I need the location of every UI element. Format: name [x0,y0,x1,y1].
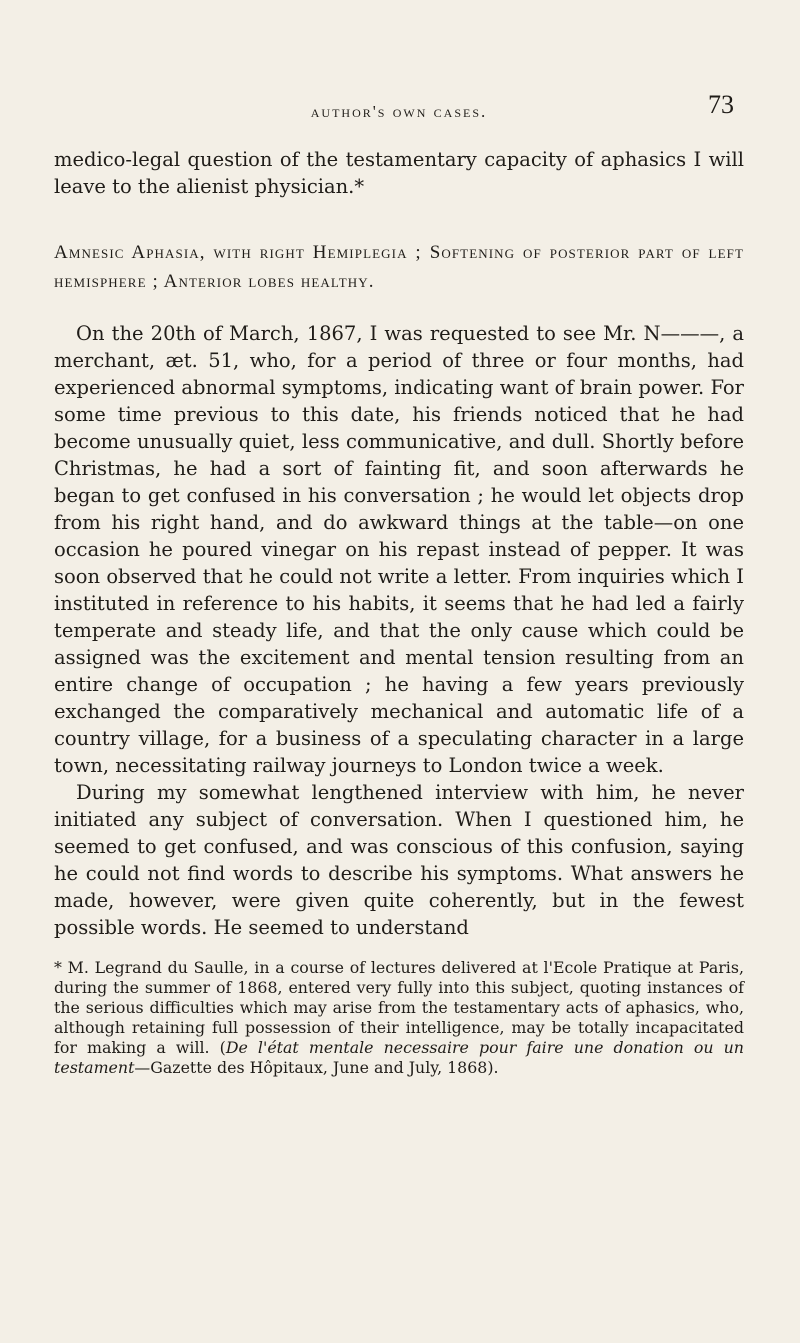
footnote [54,958,744,1078]
footnote-tail: —Gazette des Hôpitaux, June and July, 1868). [134,1058,499,1077]
footnote-text: * M. Legrand du Saulle, in a course of lectures delivered at l'Ecole Pratique at Paris, during the summer of 1868, entered very fully into this subject, quoting instances of the serious difficulties which may arise from the testamentary acts of aphasics, who, although retaining full possession of their intelligence, may be totally incapacitated for making a will. ( [54,958,744,1057]
case-paragraph-1: On the 20th of March, 1867, I was requested to see Mr. N———, a merchant, æt. 51, who, for a period of three or four months, had experienced abnormal symptoms, indicating want of brain power. For some time previous to this date, his friends noticed that he had become unusually quiet, less communicative, and dull. Shortly before Christmas, he had a sort of fainting fit, and soon afterwards he began to get confused in his conversation ; he would let objects drop from his right hand, and do awkward things at the table—on one occasion he poured vinegar on his repast instead of pepper. It was soon observed that he could not write a letter. From inquiries which I instituted in reference to his habits, it seems that he had led a fairly temperate and steady life, and that the only cause which could be assigned was the excitement and mental tension resulting from an entire change of occupation ; he having a few years previously exchanged the comparatively mechanical and automatic life of a country village, for a business of a speculating character in a large town, necessitating railway journeys to London twice a week. [54,322,744,777]
running-title: author's own cases. [310,102,488,121]
page-number: 73 [708,90,734,119]
running-head [54,86,744,126]
intro-paragraph: medico-legal question of the testamentary capacity of aphasics I will leave to the alienist physician.* [54,148,744,198]
footnote-italic-title: De l'état mentale necessaire pour faire une donation ou un testament [54,1038,744,1077]
case-paragraph-2: During my somewhat lengthened interview with him, he never initiated any subject of conversation. When I questioned him, he seemed to get confused, and was conscious of this confusion, saying he could not find words to describe his symptoms. What answers he made, however, were given quite coherently, but in the fewest possible words. He seemed to understand [54,781,744,939]
page-content [54,146,744,1078]
case-heading: Amnesic Aphasia, with right Hemiplegia ; Softening of posterior part of left hemisphere ; Anterior lobes healthy. [54,242,744,292]
